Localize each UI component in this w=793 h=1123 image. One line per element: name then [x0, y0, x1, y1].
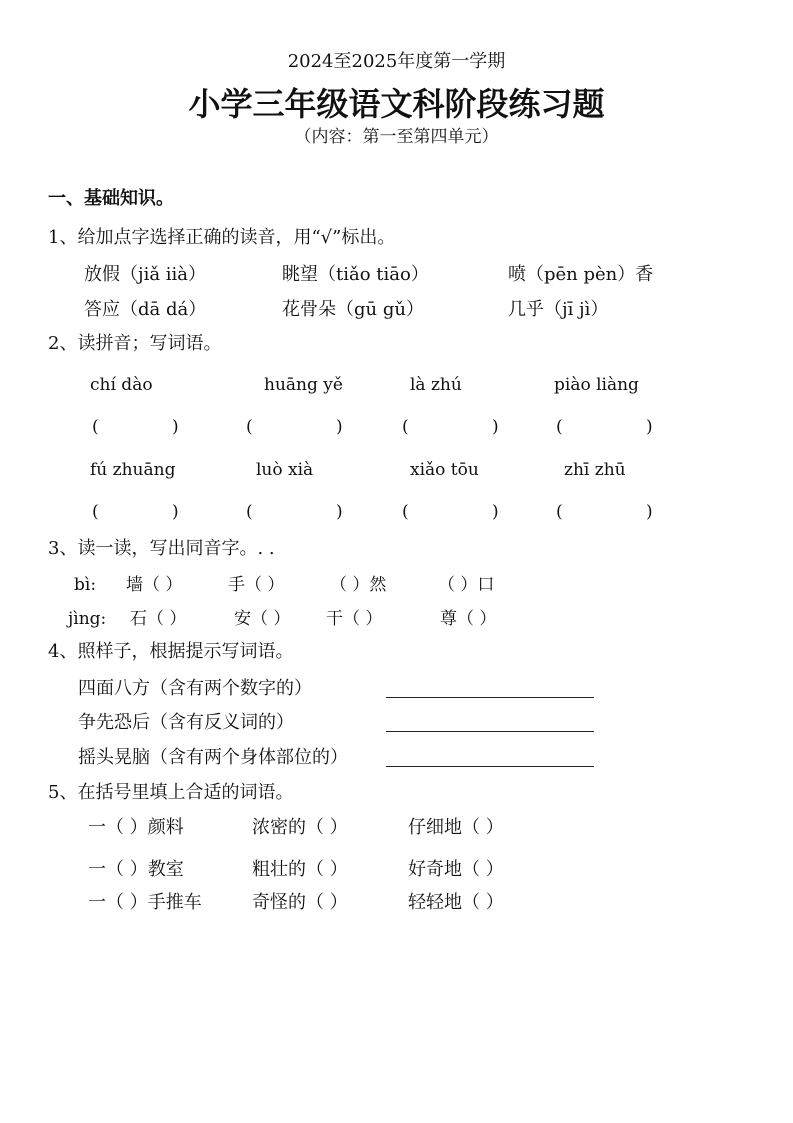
q5-item: 奇怪的（ ） — [252, 892, 348, 913]
pinyin-item: xiǎo tōu — [410, 460, 479, 480]
q4-item: 摇头晃脑（含有两个身体部位的） — [78, 747, 348, 768]
q5-item: 一（ ）手推车 — [88, 892, 202, 913]
q5-item: 轻轻地（ ） — [408, 892, 504, 913]
homophone-item: （ ）然 — [330, 575, 387, 595]
q1-item: 答应（dā dá） — [84, 299, 207, 320]
pinyin-item: zhī zhū — [564, 460, 626, 480]
q1-item: 放假（jiǎ iià） — [84, 264, 207, 285]
section-heading: 一、基础知识。 — [48, 188, 174, 209]
q1-item: 花骨朵（gū gǔ） — [282, 299, 424, 320]
pinyin-item: piào liàng — [554, 375, 639, 395]
answer-line[interactable] — [386, 697, 594, 698]
q1-prompt: 1、给加点字选择正确的读音，用“√”标出。 — [48, 227, 396, 248]
pinyin-item: là zhú — [410, 375, 462, 395]
term-line: 2024至2025年度第一学期 — [287, 51, 506, 72]
pinyin-item: chí dào — [90, 375, 153, 395]
q5-item: 一（ ）颜料 — [88, 817, 184, 838]
q5-item: 好奇地（ ） — [408, 859, 504, 880]
pinyin-label: jìng: — [68, 609, 107, 629]
q4-prompt: 4、照样子，根据提示写词语。 — [48, 641, 294, 662]
answer-line[interactable] — [386, 766, 594, 767]
q5-prompt: 5、在括号里填上合适的词语。 — [48, 782, 294, 803]
q3-prompt: 3、读一读，写出同音字。. . — [48, 538, 275, 559]
q5-item: 粗壮的（ ） — [252, 859, 348, 880]
homophone-item: 安（ ） — [234, 609, 291, 629]
homophone-item: 手（ ） — [228, 575, 285, 595]
homophone-item: 尊（ ） — [440, 609, 497, 629]
q5-item: 仔细地（ ） — [408, 817, 504, 838]
q5-item: 浓密的（ ） — [252, 817, 348, 838]
q4-item: 四面八方（含有两个数字的） — [78, 678, 312, 699]
q4-item: 争先恐后（含有反义词的） — [78, 712, 294, 733]
pinyin-label: bì: — [74, 575, 97, 595]
q1-item: 几乎（jī jì） — [508, 299, 609, 320]
homophone-item: 墙（ ） — [126, 575, 183, 595]
pinyin-item: fú zhuāng — [90, 460, 176, 480]
homophone-item: 石（ ） — [130, 609, 187, 629]
pinyin-item: luò xià — [256, 460, 314, 480]
content-scope: （内容：第一至第四单元） — [294, 127, 499, 147]
page-title: 小学三年级语文科阶段练习题 — [188, 85, 605, 123]
pinyin-item: huāng yě — [264, 375, 343, 395]
homophone-item: 干（ ） — [326, 609, 383, 629]
q2-prompt: 2、读拼音；写词语。 — [48, 333, 222, 354]
q5-item: 一（ ）教室 — [88, 859, 184, 880]
q1-item: 眺望（tiǎo tiāo） — [282, 264, 429, 285]
q1-item: 喷（pēn pèn）香 — [508, 264, 654, 285]
answer-line[interactable] — [386, 731, 594, 732]
homophone-item: （ ）口 — [438, 575, 495, 595]
